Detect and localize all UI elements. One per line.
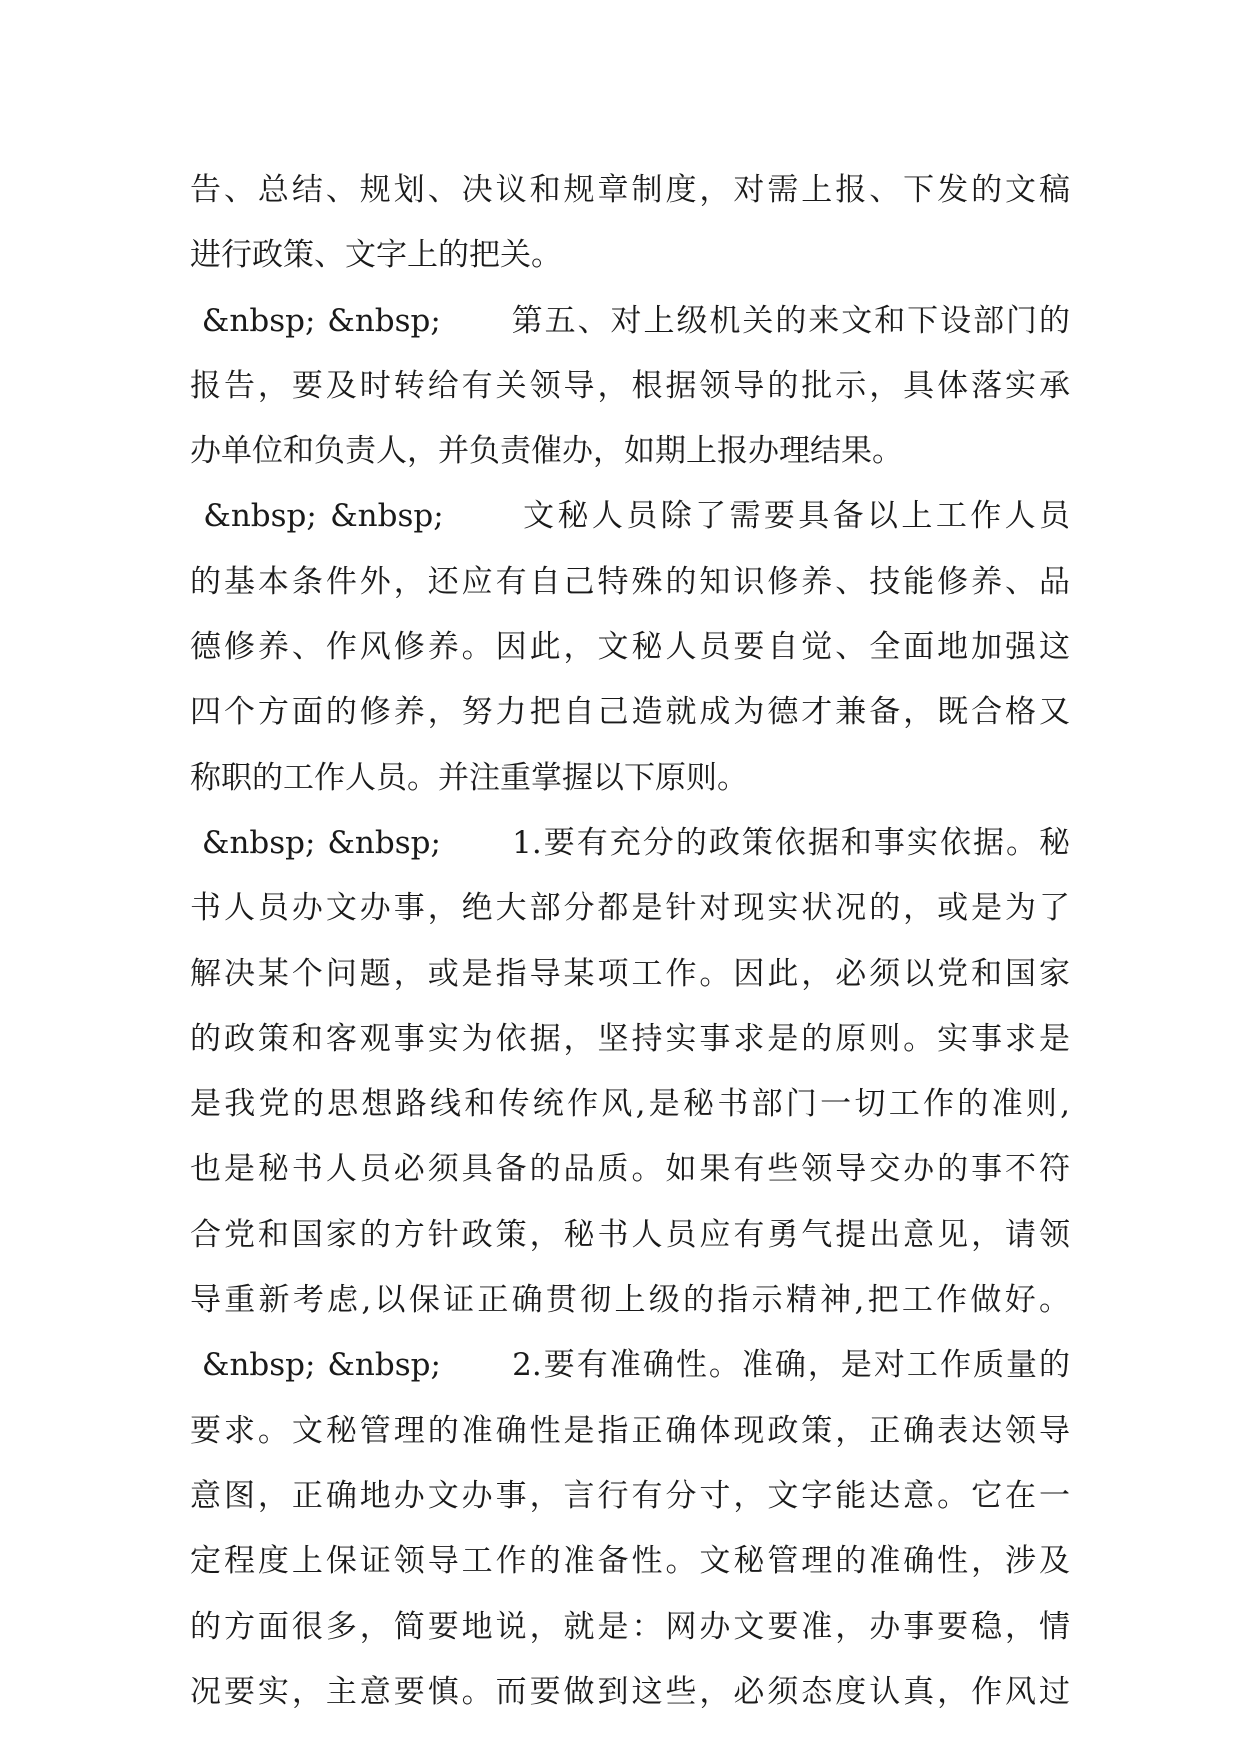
text-line: 意图，正确地办文办事，言行有分寸，文字能达意。它在一 <box>190 1477 1070 1514</box>
text-line: 的政策和客观事实为依据，坚持实事求是的原则。实事求是 <box>190 1020 1070 1057</box>
text-line: 办单位和负责人，并负责催办，如期上报办理结果。 <box>190 433 903 470</box>
text-line: 进行政策、文字上的把关。 <box>190 237 562 274</box>
text-line: 书人员办文办事，绝大部分都是针对现实状况的，或是为了 <box>190 890 1070 927</box>
text-line: 的方面很多，简要地说，就是：网办文要准，办事要稳，情 <box>190 1608 1070 1645</box>
text-line: 告、总结、规划、决议和规章制度，对需上报、下发的文稿 <box>190 172 1070 208</box>
text-line: 合党和国家的方针政策，秘书人员应有勇气提出意见，请领 <box>190 1216 1070 1253</box>
text-line: 也是秘书人员必须具备的品质。如果有些领导交办的事不符 <box>190 1151 1070 1188</box>
text-line: 德修养、作风修养。因此，文秘人员要自觉、全面地加强这 <box>190 629 1070 666</box>
text-line: 定程度上保证领导工作的准备性。文秘管理的准确性，涉及 <box>190 1543 1070 1580</box>
text-line: 称职的工作人员。并注重掌握以下原则。 <box>190 759 748 796</box>
text-line: 导重新考虑,以保证正确贯彻上级的指示精神,把工作做好。 <box>190 1282 1070 1319</box>
text-line: &nbsp; &nbsp; 文秘人员除了需要具备以上工作人员 <box>190 498 1070 535</box>
text-line: 解决某个问题，或是指导某项工作。因此，必须以党和国家 <box>190 955 1070 992</box>
text-line: &nbsp; &nbsp; 1.要有充分的政策依据和事实依据。秘 <box>190 824 1070 861</box>
text-line: &nbsp; &nbsp; 2.要有准确性。准确，是对工作质量的 <box>190 1347 1070 1384</box>
text-line: 的基本条件外，还应有自己特殊的知识修养、技能修养、品 <box>190 563 1070 600</box>
text-line: 要求。文秘管理的准确性是指正确体现政策，正确表达领导 <box>190 1412 1070 1449</box>
text-line: 是我党的思想路线和传统作风,是秘书部门一切工作的准则, <box>190 1086 1070 1123</box>
text-line: 报告，要及时转给有关领导，根据领导的批示，具体落实承 <box>190 367 1070 404</box>
text-line: 况要实，主意要慎。而要做到这些，必须态度认真，作风过 <box>190 1673 1070 1710</box>
text-line: &nbsp; &nbsp; 第五、对上级机关的来文和下设部门的 <box>190 302 1070 339</box>
body-text <box>190 158 1070 1725</box>
text-line: 四个方面的修养，努力把自己造就成为德才兼备，既合格又 <box>190 694 1070 731</box>
